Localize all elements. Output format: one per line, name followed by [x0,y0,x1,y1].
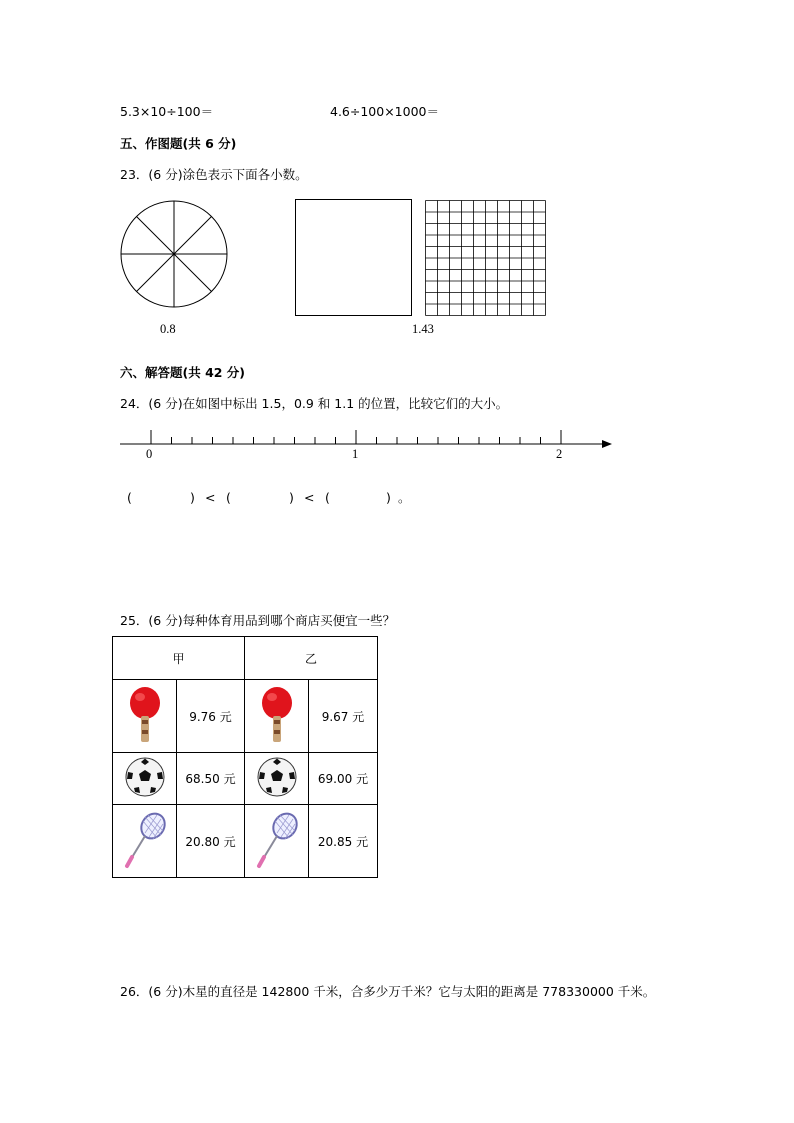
equation-right: 4.6÷100×1000＝ [330,104,439,119]
compare-period: 。 [398,490,411,505]
question-23-text: 23．(6 分)涂色表示下面各小数。 [120,167,308,182]
soccer-ball-icon [257,757,297,797]
label-circle: 0.8 [160,322,176,336]
table-row [113,805,378,878]
compare-blank-2-close: ) [289,490,294,505]
circle-eighths [120,200,228,308]
compare-blank-1-open: ( [127,490,132,505]
table-tennis-paddle-icon [127,686,163,744]
less-than-1: < [205,490,216,505]
ball-cell-b [245,753,309,805]
price-a: 9.76 元 [177,680,245,753]
compare-blank-3-close: ) [386,490,391,505]
section-six-title: 六、解答题(共 42 分) [120,365,246,380]
arrow-head-icon [602,440,612,448]
shop-header-b: 乙 [245,637,378,680]
price-a: 68.50 元 [177,753,245,805]
compare-blank-3-open: ( [325,490,330,505]
unit-square [295,199,412,316]
paddle-cell-b [245,680,309,753]
price-a: 20.80 元 [177,805,245,878]
table-tennis-paddle-icon [259,686,295,744]
shop-header-a: 甲 [113,637,245,680]
number-line [120,428,620,448]
question-26-text: 26．(6 分)木星的直径是 142800 千米，合多少万千米？它与太阳的距离是 778330000 千米。 [120,984,656,999]
equation-left: 5.3×10÷100＝ [120,104,214,119]
racket-cell-b [245,805,309,878]
table-row [113,753,378,805]
section-five-title: 五、作图题(共 6 分) [120,136,237,151]
less-than-2: < [304,490,315,505]
tick-label-0: 0 [146,447,153,461]
price-b: 69.00 元 [309,753,378,805]
label-squares: 1.43 [412,322,434,336]
soccer-ball-icon [125,757,165,797]
question-25-text: 25．(6 分)每种体育用品到哪个商店买便宜一些？ [120,613,396,628]
question-24-text: 24．(6 分)在如图中标出 1.5，0.9 和 1.1 的位置，比较它们的大小。 [120,396,509,411]
compare-blank-1-close: ) [190,490,195,505]
hundred-grid-square [425,200,546,316]
compare-blank-2-open: ( [226,490,231,505]
price-table [112,636,378,878]
table-row [113,680,378,753]
badminton-racket-icon [255,811,299,869]
badminton-racket-icon [123,811,167,869]
price-b: 9.67 元 [309,680,378,753]
ball-cell-a [113,753,177,805]
tick-label-2: 2 [556,447,563,461]
paddle-cell-a [113,680,177,753]
racket-cell-a [113,805,177,878]
price-b: 20.85 元 [309,805,378,878]
tick-label-1: 1 [352,447,359,461]
